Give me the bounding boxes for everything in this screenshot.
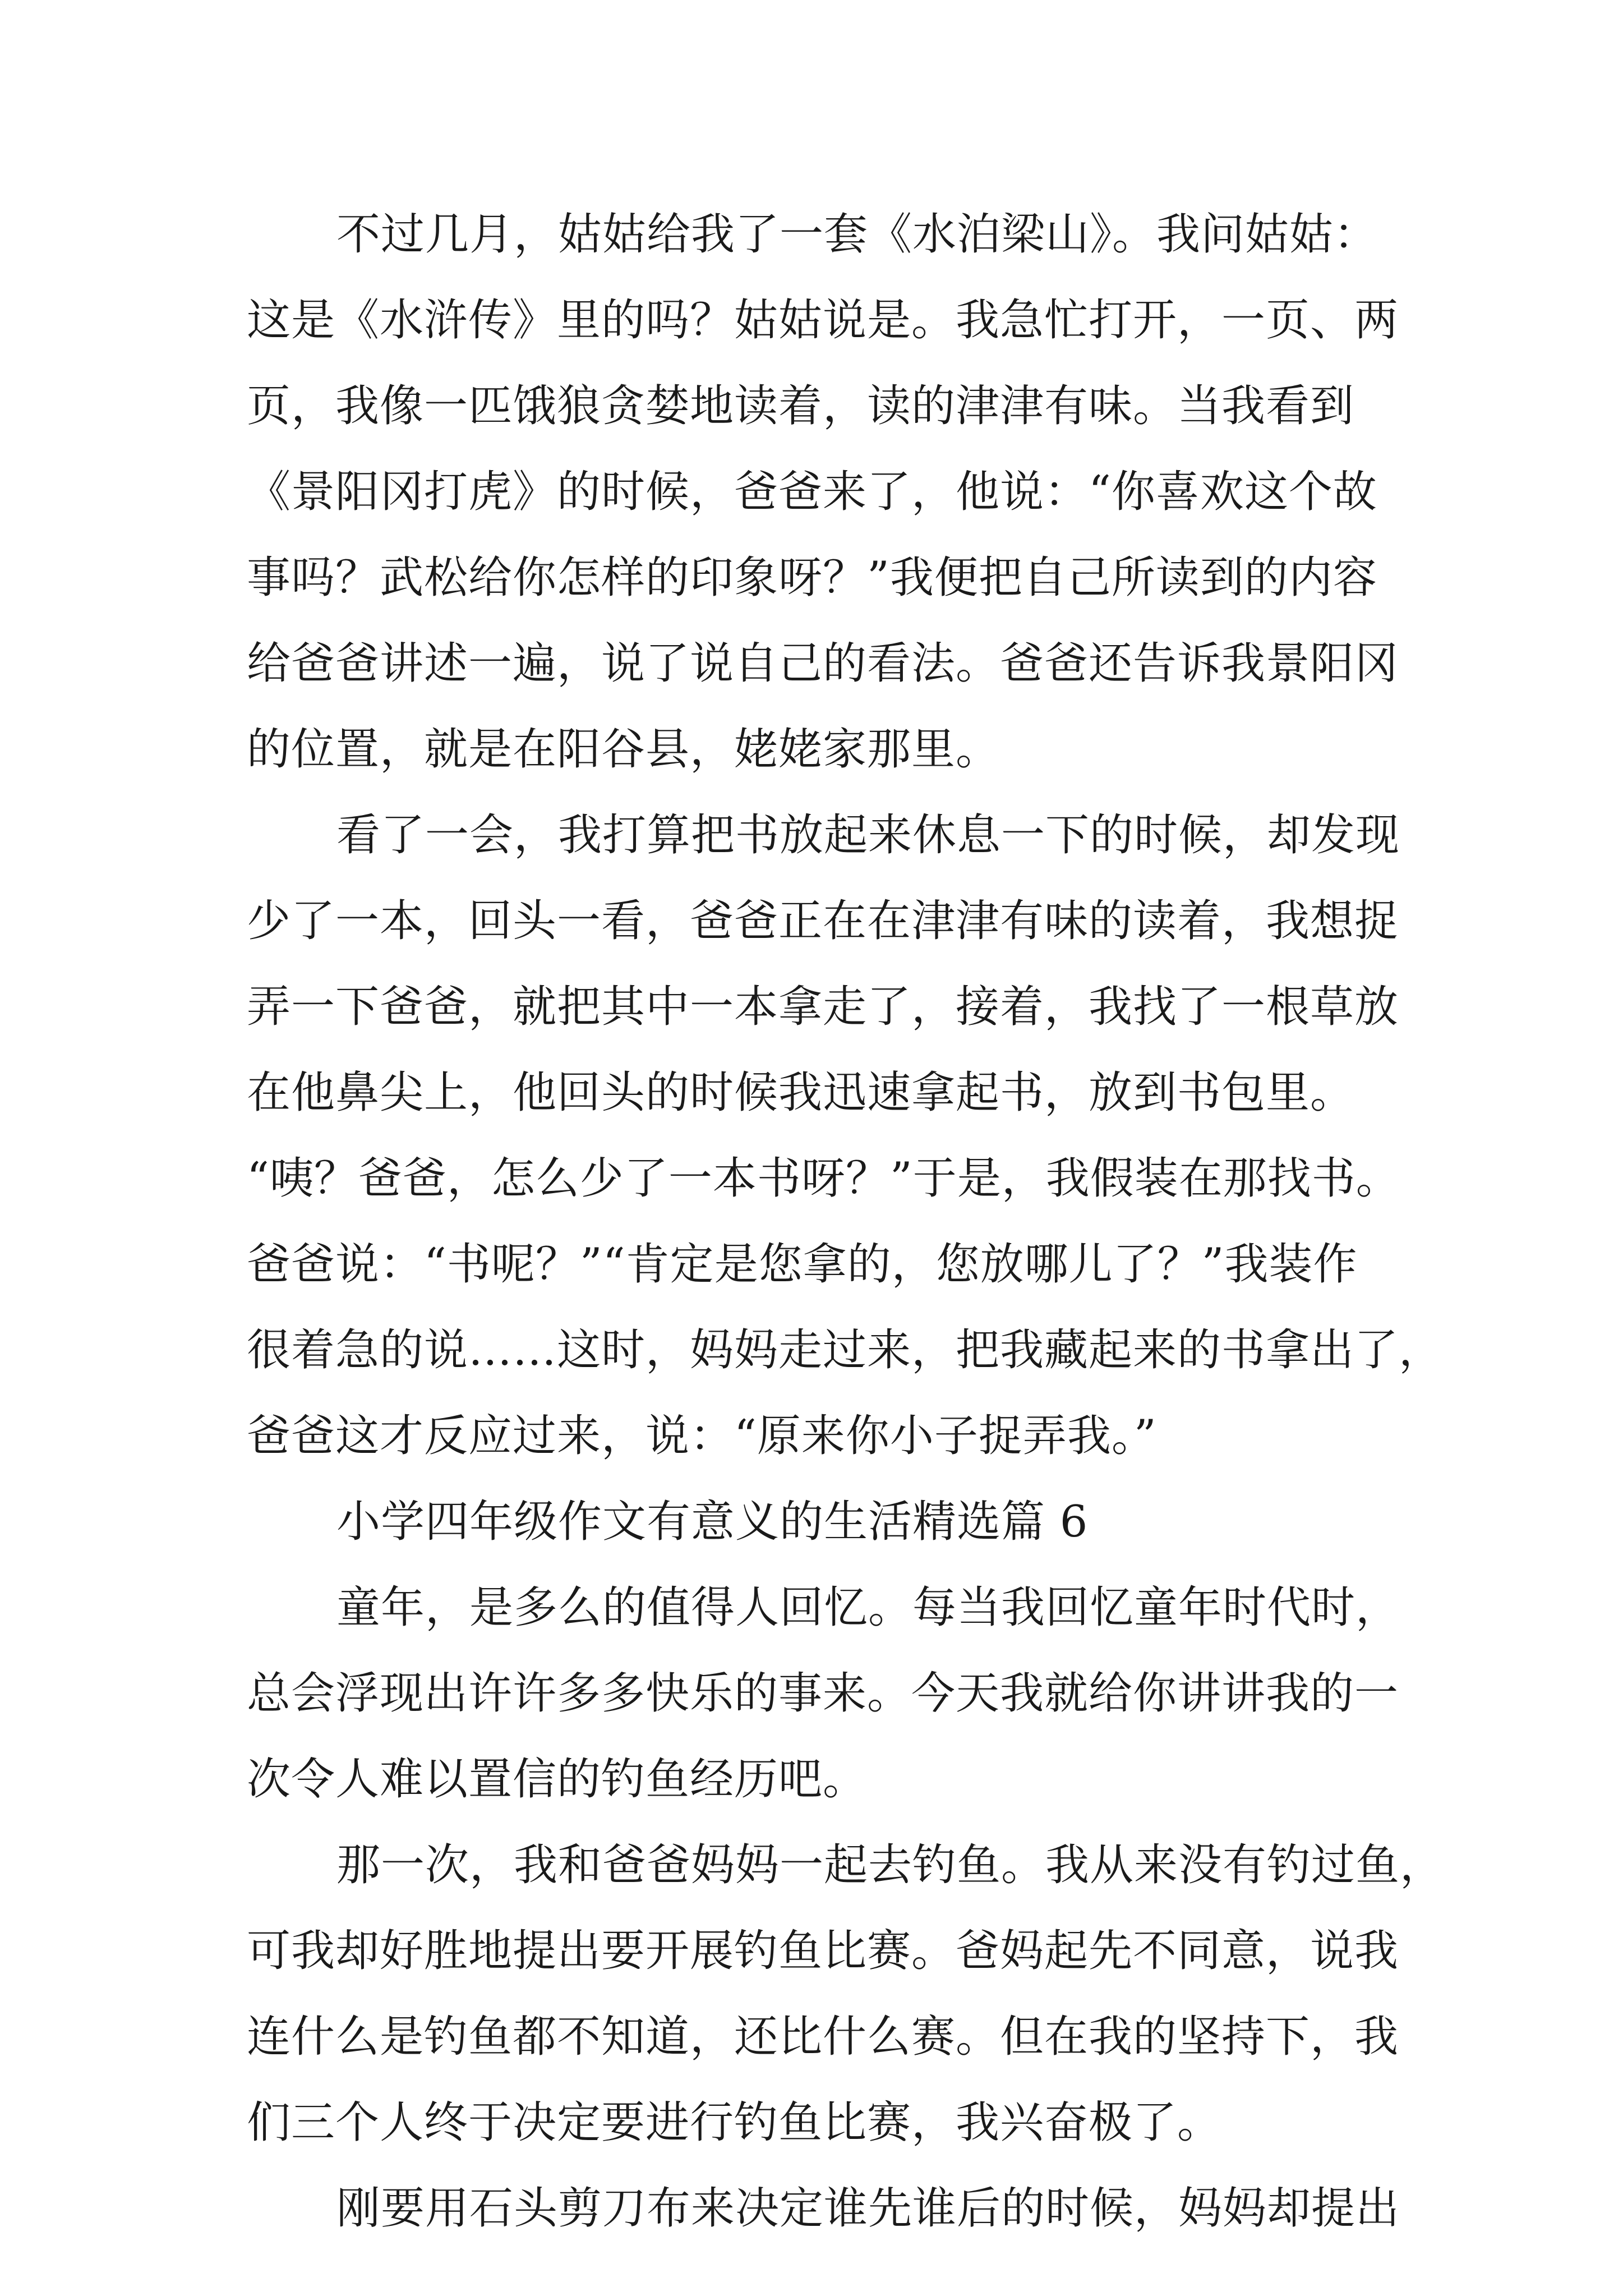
paragraph-line: 刚要用石头剪刀布来决定谁先谁后的时候，妈妈却提出 <box>336 2183 1400 2234</box>
paragraph-line: 不过几月，姑姑给我了一套《水泊梁山》。我问姑姑： <box>336 209 1378 260</box>
essay-text <box>247 206 1445 2266</box>
paragraph-line: 总会浮现出许许多多快乐的事来。今天我就给你讲讲我的一 <box>247 1668 1399 1719</box>
paragraph-line: 爸爸这才反应过来，说：“原来你小子捉弄我。” <box>247 1411 1157 1461</box>
paragraph-line: 看了一会，我打算把书放起来休息一下的时候，却发现 <box>336 810 1400 861</box>
paragraph-line: 事吗？武松给你怎样的印象呀？”我便把自己所读到的内容 <box>247 553 1377 603</box>
paragraph-line: 在他鼻尖上，他回头的时候我迅速拿起书，放到书包里。 <box>247 1068 1355 1118</box>
paragraph-line: 很着急的说……这时，妈妈走过来，把我藏起来的书拿出了， <box>247 1325 1444 1375</box>
paragraph-line: 少了一本，回头一看，爸爸正在在津津有味的读着，我想捉 <box>247 896 1399 946</box>
paragraph-line: 们三个人终于决定要进行钓鱼比赛，我兴奋极了。 <box>247 2097 1222 2148</box>
paragraph-line: 的位置，就是在阳谷县，姥姥家那里。 <box>247 724 1000 775</box>
paragraph-line: 童年，是多么的值得人回忆。每当我回忆童年时代时， <box>336 1582 1400 1633</box>
paragraph-line: 可我却好胜地提出要开展钓鱼比赛。爸妈起先不同意，说我 <box>247 1926 1399 1976</box>
paragraph-line: 爸爸说：“书呢？”“肯定是您拿的，您放哪儿了？”我装作 <box>247 1239 1358 1290</box>
paragraph-line: 次令人难以置信的钓鱼经历吧。 <box>247 1754 868 1805</box>
paragraph-line: 给爸爸讲述一遍，说了说自己的看法。爸爸还告诉我景阳冈 <box>247 638 1399 689</box>
paragraph-line: 页，我像一匹饿狼贪婪地读着，读的津津有味。当我看到 <box>247 381 1355 431</box>
section-heading: 小学四年级作文有意义的生活精选篇 6 <box>336 1497 1089 1547</box>
paragraph-line: 连什么是钓鱼都不知道，还比什么赛。但在我的坚持下，我 <box>247 2012 1399 2062</box>
paragraph-line: 这是《水浒传》里的吗？姑姑说是。我急忙打开，一页、两 <box>247 295 1399 346</box>
paragraph-line: 那一次，我和爸爸妈妈一起去钓鱼。我从来没有钓过鱼， <box>336 1840 1445 1890</box>
paragraph-line: 《景阳冈打虎》的时候，爸爸来了，他说：“你喜欢这个故 <box>247 467 1377 517</box>
paragraph-line: “咦？爸爸，怎么少了一本书呀？”于是，我假装在那找书。 <box>247 1153 1400 1204</box>
paragraph-line: 弄一下爸爸，就把其中一本拿走了，接着，我找了一根草放 <box>247 982 1399 1032</box>
